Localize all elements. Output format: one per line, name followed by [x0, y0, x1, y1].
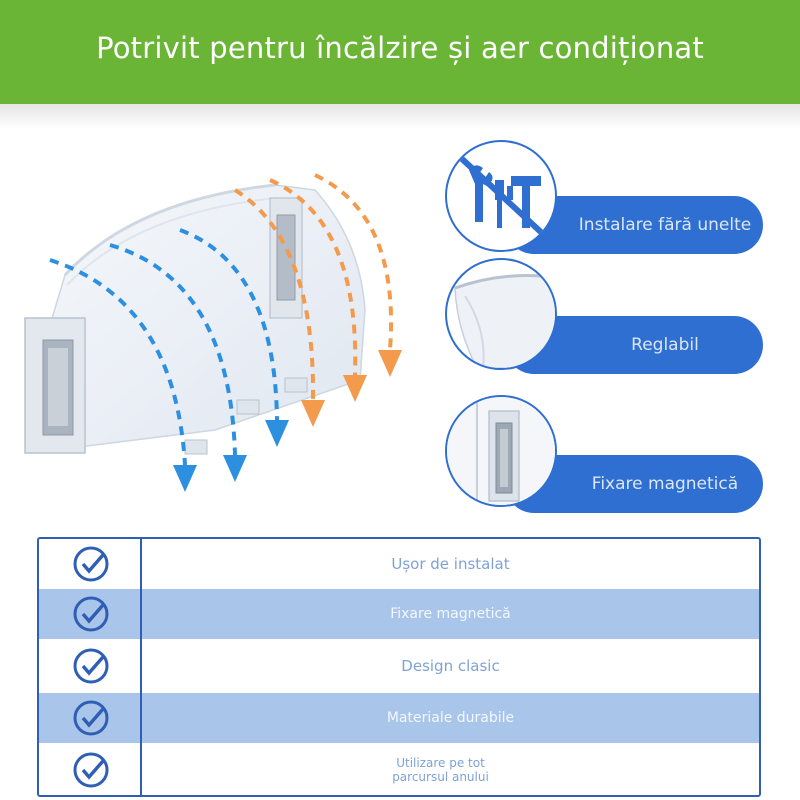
- feature-adjustable: [445, 258, 765, 376]
- table-row: [39, 589, 759, 639]
- check-circle-icon: [39, 745, 142, 795]
- benefits-table: [37, 537, 761, 797]
- check-circle-icon: [39, 693, 142, 743]
- table-row: [39, 641, 759, 691]
- feature-label: Reglabil: [631, 335, 699, 355]
- check-circle-icon: [39, 589, 142, 639]
- check-circle-icon: [39, 539, 142, 589]
- table-row: [39, 539, 759, 589]
- column-divider: [140, 539, 142, 795]
- table-row: [39, 693, 759, 743]
- air-deflector-image: [15, 150, 430, 510]
- curved-panel-icon: [445, 258, 557, 370]
- table-row: [39, 745, 759, 795]
- product-illustration: [15, 150, 430, 510]
- feature-tool-free: [445, 140, 765, 258]
- feature-label: Fixare magnetică: [591, 474, 739, 494]
- benefit-label: Utilizare pe tot parcursul anului: [392, 756, 489, 784]
- benefit-label: Ușor de instalat: [391, 555, 510, 573]
- no-tools-icon: [445, 140, 557, 252]
- magnetic-bracket-icon: [445, 395, 557, 507]
- header-banner: [0, 0, 800, 104]
- page-title: Potrivit pentru încălzire și aer condiționat: [96, 31, 704, 65]
- feature-label: Instalare fără unelte: [578, 215, 752, 235]
- check-circle-icon: [39, 641, 142, 691]
- benefit-label: Fixare magnetică: [390, 606, 511, 622]
- banner-shadow: [0, 104, 800, 130]
- feature-magnetic: [445, 395, 765, 513]
- benefit-label: Design clasic: [401, 657, 500, 675]
- benefit-label: Materiale durabile: [386, 710, 515, 726]
